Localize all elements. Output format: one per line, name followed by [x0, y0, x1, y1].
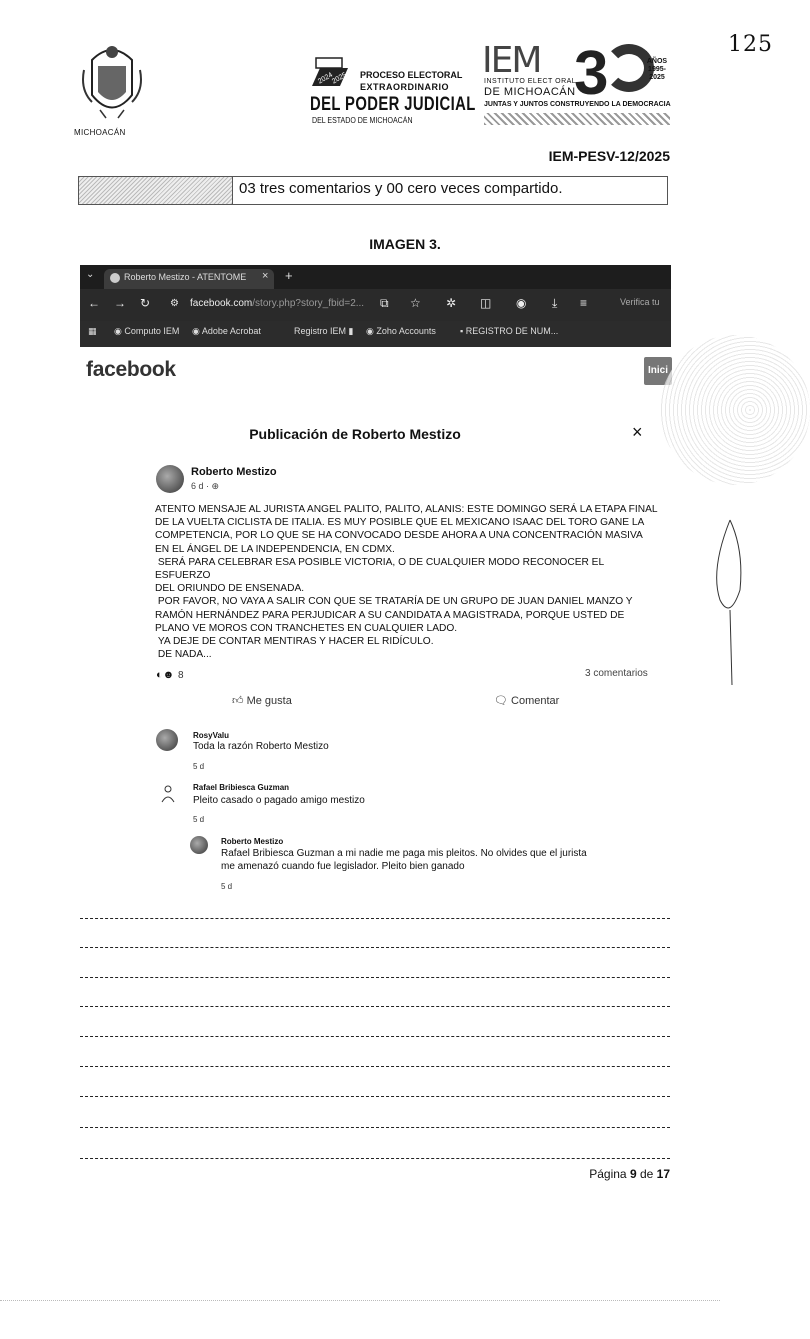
dashed-line: [80, 1036, 670, 1037]
info-table-row: [78, 176, 668, 205]
extension-icon-2[interactable]: ◫: [480, 296, 492, 310]
comment-text-line1: Rafael Bribiesca Guzman a mi nadie me paga mis pleitos. No olvides que el jurista: [221, 848, 587, 859]
tab-list-chevron-icon[interactable]: ⌄: [86, 269, 95, 280]
extension-icon[interactable]: ✲: [446, 296, 457, 310]
tab-title: Roberto Mestizo - ATENTOME: [124, 272, 247, 282]
comment-time[interactable]: 5 d: [221, 882, 233, 891]
comment-label: Comentar: [511, 695, 560, 707]
bookmark-adobe-acrobat[interactable]: ◉ Adobe Acrobat: [192, 326, 261, 336]
comment-bubble-icon: 🗨︎: [494, 695, 508, 707]
svg-text:2024: 2024: [317, 71, 335, 86]
seal-caption: MICHOACÁN: [74, 128, 126, 137]
avatar[interactable]: [156, 465, 184, 493]
post-meta: [191, 481, 219, 492]
iem-subtitle1: INSTITUTO ELECT ORAL: [484, 78, 577, 85]
comment-text-line2: me amenazó cuando fue legislador. Pleito bien ganado: [221, 861, 465, 872]
bookmark-zoho-accounts[interactable]: ◉ Zoho Accounts: [366, 326, 436, 336]
default-avatar-icon: [160, 784, 176, 804]
comment-button[interactable]: [494, 694, 559, 707]
bookmark-label: Computo IEM: [124, 326, 180, 336]
like-button[interactable]: [232, 694, 292, 707]
michoacan-seal-logo: [78, 40, 146, 130]
globe-icon: ⊕: [211, 481, 220, 491]
iem-anos-label: AÑOS: [646, 58, 668, 65]
scan-edge-line: [0, 1300, 720, 1301]
bookmark-registro-num[interactable]: ▪ REGISTRO DE NUM...: [460, 326, 559, 336]
dashed-line: [80, 1127, 670, 1128]
avatar[interactable]: [156, 729, 178, 751]
reaction-count[interactable]: 8: [178, 670, 184, 681]
close-icon[interactable]: ×: [632, 422, 643, 442]
iem-anos: [642, 58, 672, 82]
avatar[interactable]: [160, 784, 176, 804]
bookmark-label: Adobe Acrobat: [201, 326, 261, 336]
facebook-favicon-icon: [110, 273, 120, 283]
shaded-cell: [79, 177, 233, 204]
footer-total: 17: [656, 1167, 670, 1181]
post-author[interactable]: Roberto Mestizo: [191, 466, 277, 478]
dashed-line: [80, 1006, 670, 1007]
dashed-line: [80, 947, 670, 948]
iem-anos-years: 1995-2025: [648, 66, 666, 81]
iem-number: 3: [574, 39, 609, 108]
thumbs-up-icon: 👍︎: [232, 695, 244, 707]
ballot-box-icon: [310, 56, 350, 88]
reload-icon[interactable]: ↻: [140, 296, 151, 310]
bookmark-label: REGISTRO DE NUM...: [465, 326, 559, 336]
comment-time[interactable]: 5 d: [193, 815, 205, 824]
comment-author[interactable]: Roberto Mestizo: [221, 837, 284, 846]
comment-author[interactable]: Rafael Bribiesca Guzman: [193, 783, 290, 792]
bookmark-star-icon[interactable]: ☆: [410, 296, 421, 310]
back-icon[interactable]: ←: [88, 296, 100, 310]
iem-30-anos-logo: [482, 40, 672, 130]
bookmark-computo-iem[interactable]: ◉ Computo IEM: [114, 326, 180, 336]
like-label: Me gusta: [246, 695, 292, 707]
address-bar[interactable]: [190, 298, 364, 309]
comment-text: Pleito casado o pagado amigo mestizo: [193, 795, 365, 806]
pe-line1: PROCESO ELECTORAL: [360, 70, 463, 80]
document-id: IEM-PESV-12/2025: [548, 148, 670, 164]
login-button[interactable]: Inici: [644, 357, 672, 385]
proceso-electoral-logo: [310, 52, 476, 128]
avatar[interactable]: [190, 836, 208, 854]
iem-acronym: IEM: [482, 40, 541, 81]
handwritten-signature: [700, 510, 760, 690]
care-reaction-icon: ☻: [162, 669, 175, 681]
dashed-line: [80, 918, 670, 919]
dashed-line: [80, 1066, 670, 1067]
page-footer: [589, 1167, 670, 1181]
extension-icon-3[interactable]: ◉: [516, 296, 527, 310]
reading-list-icon[interactable]: ≡: [580, 296, 588, 310]
bookmark-label: Zoho Accounts: [376, 326, 436, 336]
facebook-logo[interactable]: facebook: [86, 358, 176, 381]
image-caption: IMAGEN 3.: [369, 236, 441, 252]
download-icon[interactable]: ⤓: [552, 296, 558, 310]
comment-author[interactable]: RosyValu: [193, 731, 230, 740]
iem-tagline: JUNTAS Y JUNTOS CONSTRUYENDO LA DEMOCRACIA: [484, 101, 671, 108]
pe-line4: DEL ESTADO DE MICHOACÁN: [312, 116, 413, 125]
site-info-icon[interactable]: ⚙: [170, 298, 179, 309]
tab-close-icon[interactable]: ×: [262, 270, 269, 282]
forward-icon[interactable]: →: [114, 296, 126, 310]
post-time[interactable]: 6 d ·: [191, 481, 212, 491]
pe-line2: EXTRAORDINARIO: [360, 82, 450, 92]
table-row-text: 03 tres comentarios y 00 cero veces compartido.: [239, 180, 563, 197]
dashed-line: [80, 1158, 670, 1159]
like-reaction-icon: ◐: [156, 669, 163, 681]
comment-count[interactable]: 3 comentarios: [585, 668, 648, 679]
comment-text: Toda la razón Roberto Mestizo: [193, 741, 329, 752]
reaction-icons[interactable]: [156, 669, 174, 681]
url-host: facebook.com: [190, 298, 253, 309]
url-path: /story.php?story_fbid=2...: [252, 298, 365, 309]
footer-prefix: Página: [589, 1167, 630, 1181]
dialog-title: Publicación de Roberto Mestizo: [249, 426, 461, 442]
install-icon[interactable]: ⧉: [380, 296, 389, 310]
seal-stamp-mark: [660, 335, 810, 485]
browser-chrome: [80, 265, 671, 347]
post-body: ATENTO MENSAJE AL JURISTA ANGEL PALITO, PALITO, ALANIS: ESTE DOMINGO SERÁ LA ETAPA FINAL DE LA VUELTA CICLISTA DE ITALIA. ES MUY POSIBLE QUE EL MEXICANO ISAAC DEL TORO GANE LA COMPETENCIA, POR LO QUE SE HA CONVOCADO DESDE AHORA A UNA CONCENTRACIÓN MASIVA EN EL ÁNGEL DE LA INDEPENDENCIA, EN CDMX. SERÁ PARA CELEBRAR ESA POSIBLE VICTORIA, O DE CUALQUIER MODO RECONOCER EL ESFUERZO DEL ORIUNDO DE ENSENADA. POR FAVOR, NO VAYA A SALIR CON QUE SE TRATARÍA DE UN GRUPO DE JUAN DANIEL MANZO Y RAMÓN HERNÁNDEZ PARA PERJUDICAR A SU CANDIDATA A MAGISTRADA, PORQUE USTED DE PLANO VE MOROS CON TRANCHETES EN CUALQUIER LADO. YA DEJE DE CONTAR MENTIRAS Y HACER EL RIDÍCULO. DE NADA...: [155, 504, 658, 661]
bookmark-registro-iem[interactable]: Registro IEM ▮: [294, 326, 354, 336]
iem-subtitle2: DE MICHOACÁN: [484, 86, 576, 98]
pe-line3: DEL PODER JUDICIAL: [310, 94, 476, 115]
page-stamp-number: 125: [728, 32, 773, 57]
iem-pattern: [484, 113, 670, 125]
dashed-line: [80, 977, 670, 978]
bookmark-label: Registro IEM: [294, 326, 347, 336]
verify-label[interactable]: Verifica tu: [620, 297, 660, 307]
active-tab[interactable]: [104, 269, 274, 289]
comment-time[interactable]: 5 d: [193, 762, 205, 771]
footer-of: de: [636, 1167, 657, 1181]
apps-grid-icon[interactable]: ▦: [88, 326, 97, 336]
new-tab-icon[interactable]: +: [285, 268, 293, 283]
svg-text:2025: 2025: [331, 71, 349, 86]
dashed-line: [80, 1096, 670, 1097]
footer-page: 9: [629, 1167, 637, 1181]
